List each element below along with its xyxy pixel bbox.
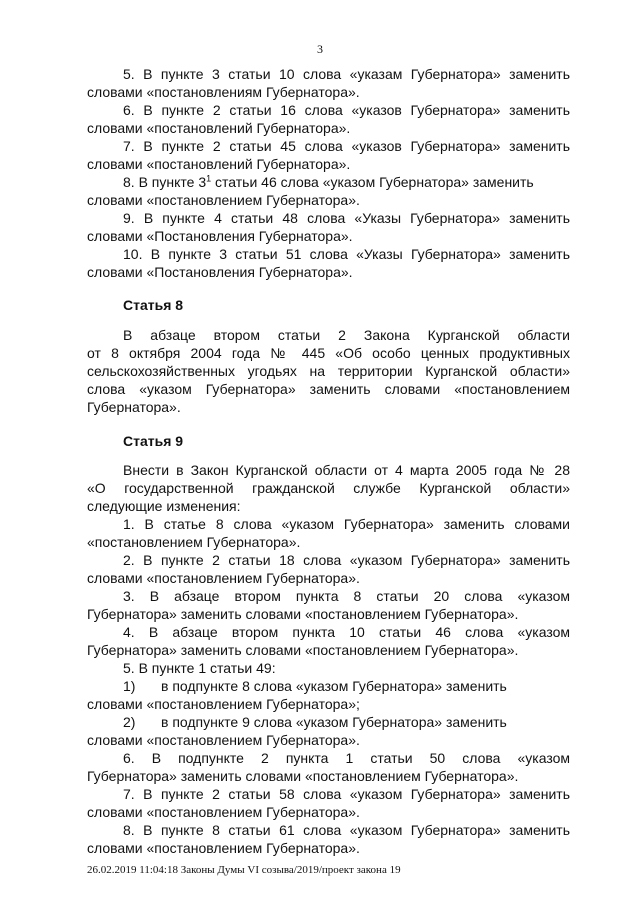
text-line: 1. В статье 8 слова «указом Губернатора» заменить словами [123,516,570,532]
footer-note: 26.02.2019 11:04:18 Законы Думы VI созыва/2019/проект закона 19 [87,864,401,876]
article-heading: Статья 8 [123,297,184,313]
text-line: 8. В пункте $3^1$ статьи 46 слова «указом Губернатора» заменить [123,173,534,190]
text-line: 1) в подпункте 8 слова «указом Губернатора» заменить [123,678,507,694]
text-line: Губернатора» заменить словами «постановлением Губернатора». [87,642,519,658]
text-line: 5. В пункте 3 статьи 10 слова «указам Губернатора» заменить [123,66,570,82]
text-line: 9. В пункте 4 статьи 48 слова «Указы Губернатора» заменить [123,210,570,226]
text-line: слова «указом Губернатора» заменить словами «постановлением [87,381,570,397]
text-line: Внести в Закон Курганской области от 4 марта 2005 года № 28 [123,462,570,478]
text-line: 5. В пункте 1 статьи 49: [123,660,276,676]
text-line: «постановлением Губернатора». [87,534,301,550]
superscript: 1 [206,173,212,184]
text-line: словами «постановлением Губернатора». [87,804,360,820]
text-line: словами «постановлений Губернатора». [87,120,351,136]
text-line: от 8 октября 2004 года № 445 «Об особо ценных продуктивных [87,345,570,361]
text-line: сельскохозяйственных угодьях на территории Курганской области» [87,363,570,379]
text-line: Губернатора». [87,399,181,415]
text-line: 3. В абзаце втором пункта 8 статьи 20 слова «указом [123,588,570,604]
text-line: Губернатора» заменить словами «постановлением Губернатора». [87,768,519,784]
text-line: 2) в подпункте 9 слова «указом Губернатора» заменить [123,714,507,730]
text-line: словами «Постановления Губернатора». [87,228,353,244]
text-line: 7. В пункте 2 статьи 45 слова «указов Губернатора» заменить [123,138,570,154]
text-line: В абзаце втором статьи 2 Закона Курганской области [123,327,570,343]
text-line: словами «постановлениям Губернатора». [87,84,360,100]
text-line: словами «постановлением Губернатора». [87,840,360,856]
text-line: 8. В пункте 8 статьи 61 слова «указом Губернатора» заменить [123,822,570,838]
text-line: 7. В пункте 2 статьи 58 слова «указом Губернатора» заменить [123,786,570,802]
text-line: «О государственной гражданской службе Курганской области» [87,480,570,496]
text-line: словами «постановлением Губернатора»; [87,696,360,712]
text-line: словами «Постановления Губернатора». [87,264,353,280]
text-line: словами «постановлением Губернатора». [87,192,360,208]
text-line: 6. В подпункте 2 пункта 1 статьи 50 слова «указом [123,750,570,766]
text-line: словами «постановлением Губернатора». [87,570,360,586]
text-line: 6. В пункте 2 статьи 16 слова «указов Губернатора» заменить [123,102,570,118]
text-line: 4. В абзаце втором пункта 10 статьи 46 слова «указом [123,624,570,640]
text-line: словами «постановлений Губернатора». [87,156,351,172]
enum-marker: 2) [123,714,136,730]
page-number: 3 [317,42,323,56]
text-line: следующие изменения: [87,498,241,514]
text-line: 10. В пункте 3 статьи 51 слова «Указы Губернатора» заменить [123,246,570,262]
text-line: словами «постановлением Губернатора». [87,732,360,748]
text-line: 2. В пункте 2 статьи 18 слова «указом Губернатора» заменить [123,552,570,568]
text-line: Губернатора» заменить словами «постановлением Губернатора». [87,606,519,622]
enum-marker: 1) [123,678,136,694]
article-heading: Статья 9 [123,433,184,449]
